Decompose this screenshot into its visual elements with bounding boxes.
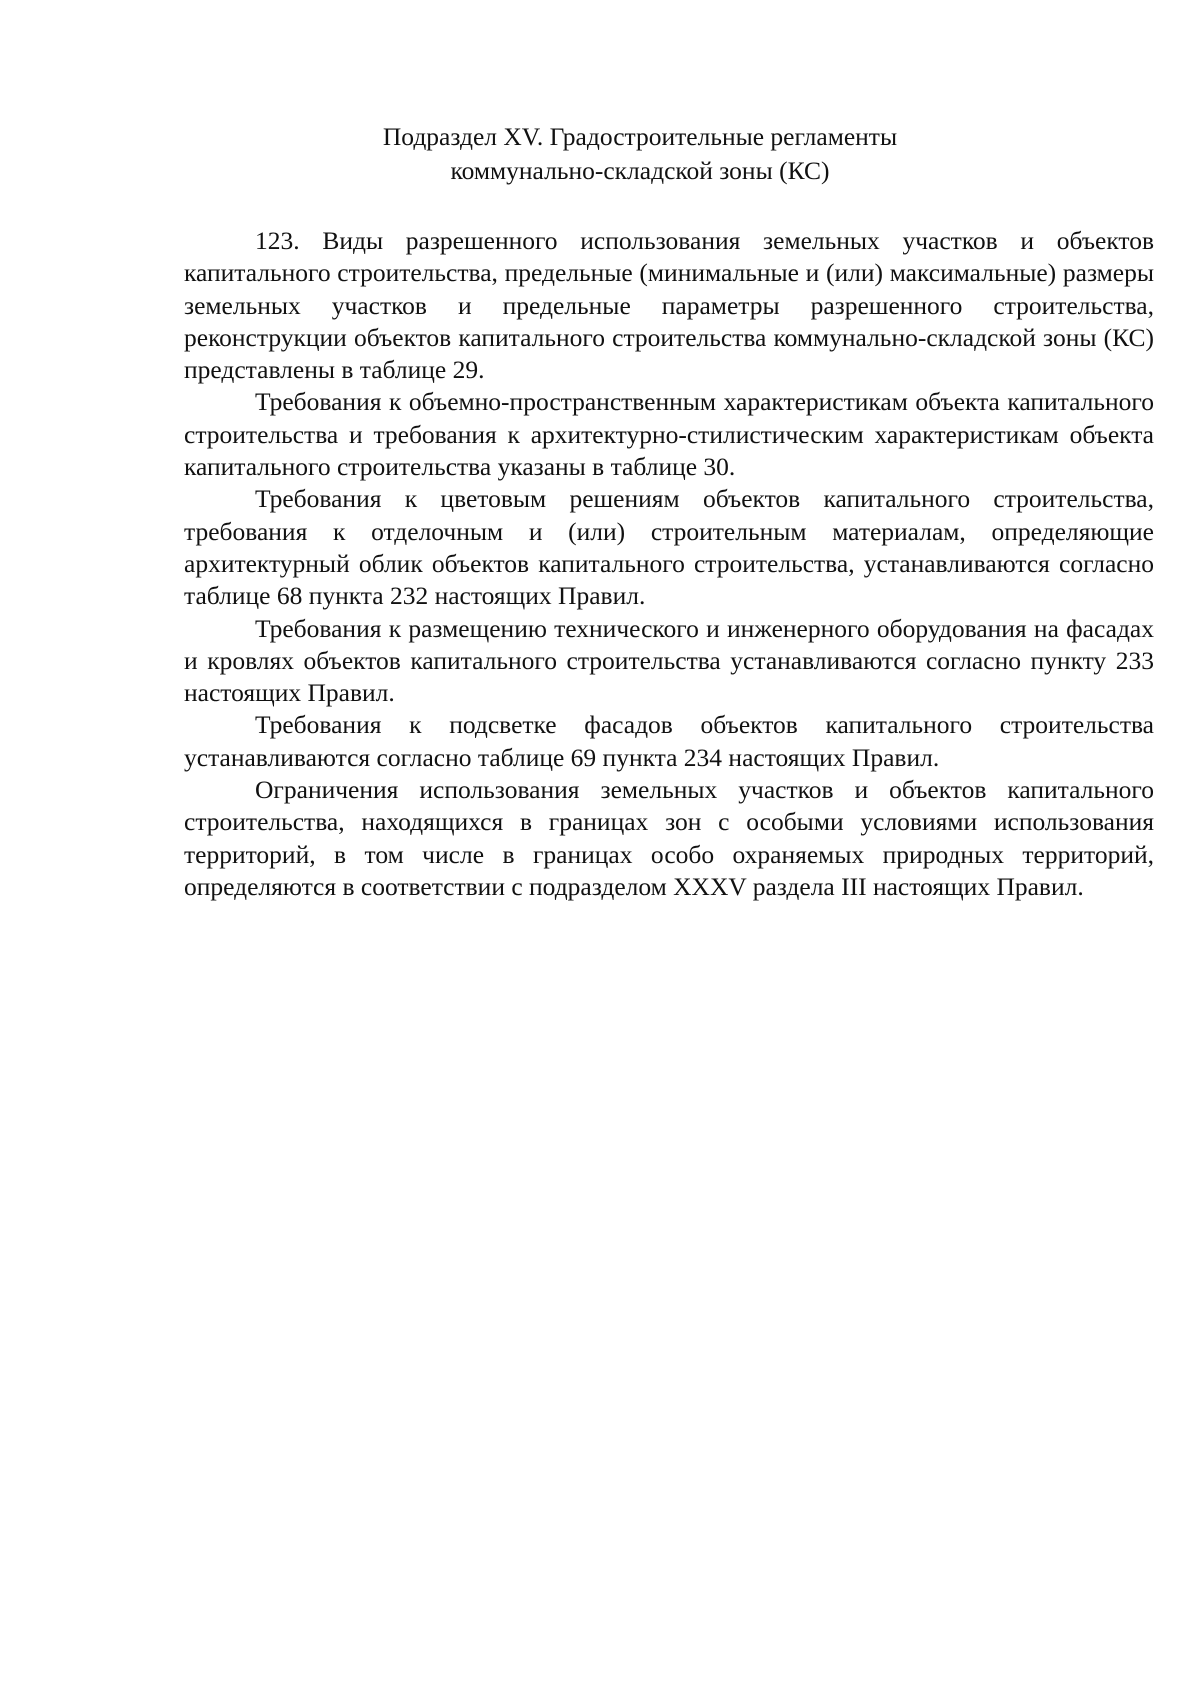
paragraph-color-material-requirements: Требования к цветовым решениям объектов капитального строительства, требования к отделочным и (или) строительным материалам, определяющие архитектурный облик объектов капитального строительства, устанавливаются согласно таблице 68 пункта 232 настоящих Правил. xyxy=(184,484,1154,611)
paragraph-facade-lighting: Требования к подсветке фасадов объектов капитального строительства устанавливаются согласно таблице 69 пункта 234 настоящих Правил. xyxy=(184,710,1154,772)
title-line-2: коммунально-складской зоны (КС) xyxy=(450,156,830,185)
paragraph-use-restrictions: Ограничения использования земельных участков и объектов капитального строительства, находящихся в границах зон с особыми условиями использования территорий, в том числе в границах особо охраняемых природных территорий, определяются в соответствии с подразделом XXXV раздела III настоящих Правил. xyxy=(184,775,1154,901)
document-body xyxy=(184,225,1154,903)
paragraph-equipment-placement: Требования к размещению технического и инженерного оборудования на фасадах и кровлях объектов капитального строительства устанавливаются согласно пункту 233 настоящих Правил. xyxy=(184,613,1154,708)
paragraph-volume-spatial-requirements: Требования к объемно-пространственным характеристикам объекта капитального строительства и требования к архитектурно-стилистическим характеристикам объекта капитального строительства указаны в таблице 30. xyxy=(184,387,1154,482)
section-title xyxy=(250,120,1030,188)
title-line-1: Подраздел XV. Градостроительные регламенты xyxy=(382,122,898,151)
paragraph-123-permitted-use: 123. Виды разрешенного использования земельных участков и объектов капитального строительства, предельные (минимальные и (или) максимальные) размеры земельных участков и предельные параметры разрешенного строительства, реконструкции объектов капитального строительства коммунально-складской зоны (КС) представлены в таблице 29. xyxy=(184,226,1154,385)
